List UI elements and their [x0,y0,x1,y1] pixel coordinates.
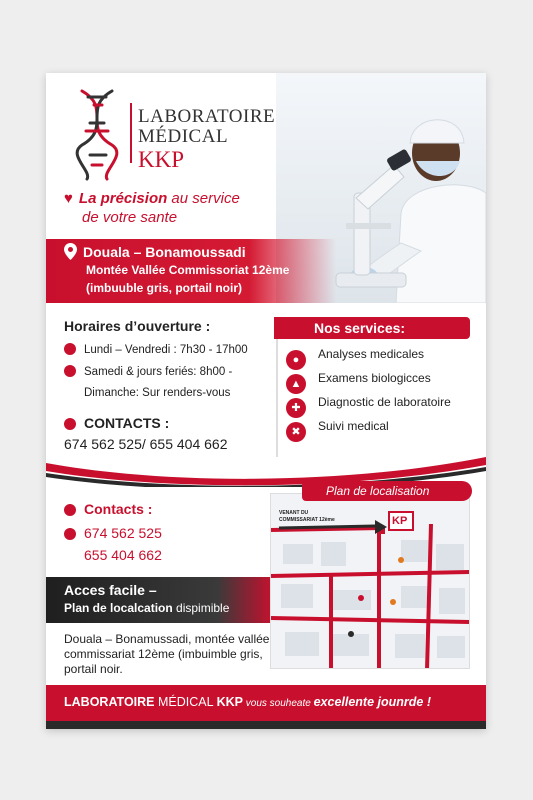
address-line1: Douala – Bonamoussadi [83,244,246,260]
access-banner [46,577,274,623]
phone-icon [64,528,76,540]
service-item [286,395,451,418]
hours-row [64,365,232,378]
flyer [46,73,486,729]
phone-icon [64,504,76,516]
calendar-icon [64,365,76,377]
tagline [64,189,240,227]
footer-wish-italic: vous souheate [242,698,314,709]
footer-banner [46,685,486,721]
service-item-label: Examens biologicces [318,371,431,385]
hours-row [64,343,248,356]
location-pin-icon [64,243,77,260]
contacts2-number-text: 674 562 525 [84,525,162,541]
brand-line3: KKP [138,147,185,172]
brand-line1: LABORATOIRE [138,106,276,127]
address-line3: (imbuuble gris, portail noir) [86,281,242,295]
contacts2-title-text: Contacts : [84,501,153,517]
footer-brand-bold2: KKP [216,695,243,709]
test-tube-icon: ● [286,350,306,370]
service-item [286,371,431,394]
clock-icon [64,343,76,355]
stethoscope-icon: ✖ [286,422,306,442]
heart-icon: ♥ [64,190,73,207]
tagline-rest: au service [167,190,240,207]
access-line2-rest: dispimible [172,601,230,615]
service-item [286,347,424,370]
footer-strip [46,721,486,729]
footer-brand-thin: MÉDICAL [154,695,217,709]
map-note-line1: VENANT DU [279,510,309,516]
service-item-label: Analyses medicales [318,347,425,361]
hours-title: Horaires d’ouverture : [64,318,211,334]
service-item [286,419,389,442]
footer-wish-bold: excellente jounrde ! [313,695,431,709]
dna-logo-icon [72,83,130,183]
contacts-numbers: 674 562 525/ 655 404 662 [64,436,228,452]
map-note [279,510,335,524]
service-item-label: Suivi medical [318,419,389,433]
phone-icon [64,418,76,430]
hours-row [64,387,230,399]
contacts-title [64,415,169,431]
footer-brand-bold1: LABORATOIRE [64,695,155,709]
contacts-title-text: CONTACTS : [84,415,170,431]
brand-line2: MÉDICAL [138,126,229,147]
map-title: Plan de localisation [302,481,472,501]
map-note-line2: COMMISSARIAT 12ème [279,517,335,523]
microscope-icon: ✚ [286,398,306,418]
access-line1: Acces facile – [64,582,157,598]
tagline-line2: de votre sante [82,209,178,226]
services-title: Nos services: [274,317,470,339]
contacts2-number [64,525,162,541]
service-item-label: Diagnostic de laboratoire [318,395,451,409]
tagline-bold: La précision [78,190,168,207]
brand-name [138,107,275,171]
hours-row-text: Dimanche: Sur renders-vous [84,387,231,399]
address-full: Douala – Bonamussadi, montée vallée commissariat 12ème (imbuimble gris, portail noir. [64,632,270,676]
address-line2: Montée Vallée Commissoriat 12ème [86,263,290,277]
contacts2-title [64,501,152,517]
contacts2-number-text: 655 404 662 [84,547,162,563]
brand-divider [130,103,132,163]
hours-row-text: Samedi & jours feriés: 8h00 - [84,366,233,378]
flask-icon: ▲ [286,374,306,394]
address-banner [46,239,336,303]
hours-row-text: Lundi – Vendredi : 7h30 - 17h00 [84,344,248,356]
access-line2-bold: Plan de localcation [64,601,173,615]
map-marker-label: KP [392,515,408,527]
contacts2-number [64,547,162,563]
location-map [270,493,470,669]
